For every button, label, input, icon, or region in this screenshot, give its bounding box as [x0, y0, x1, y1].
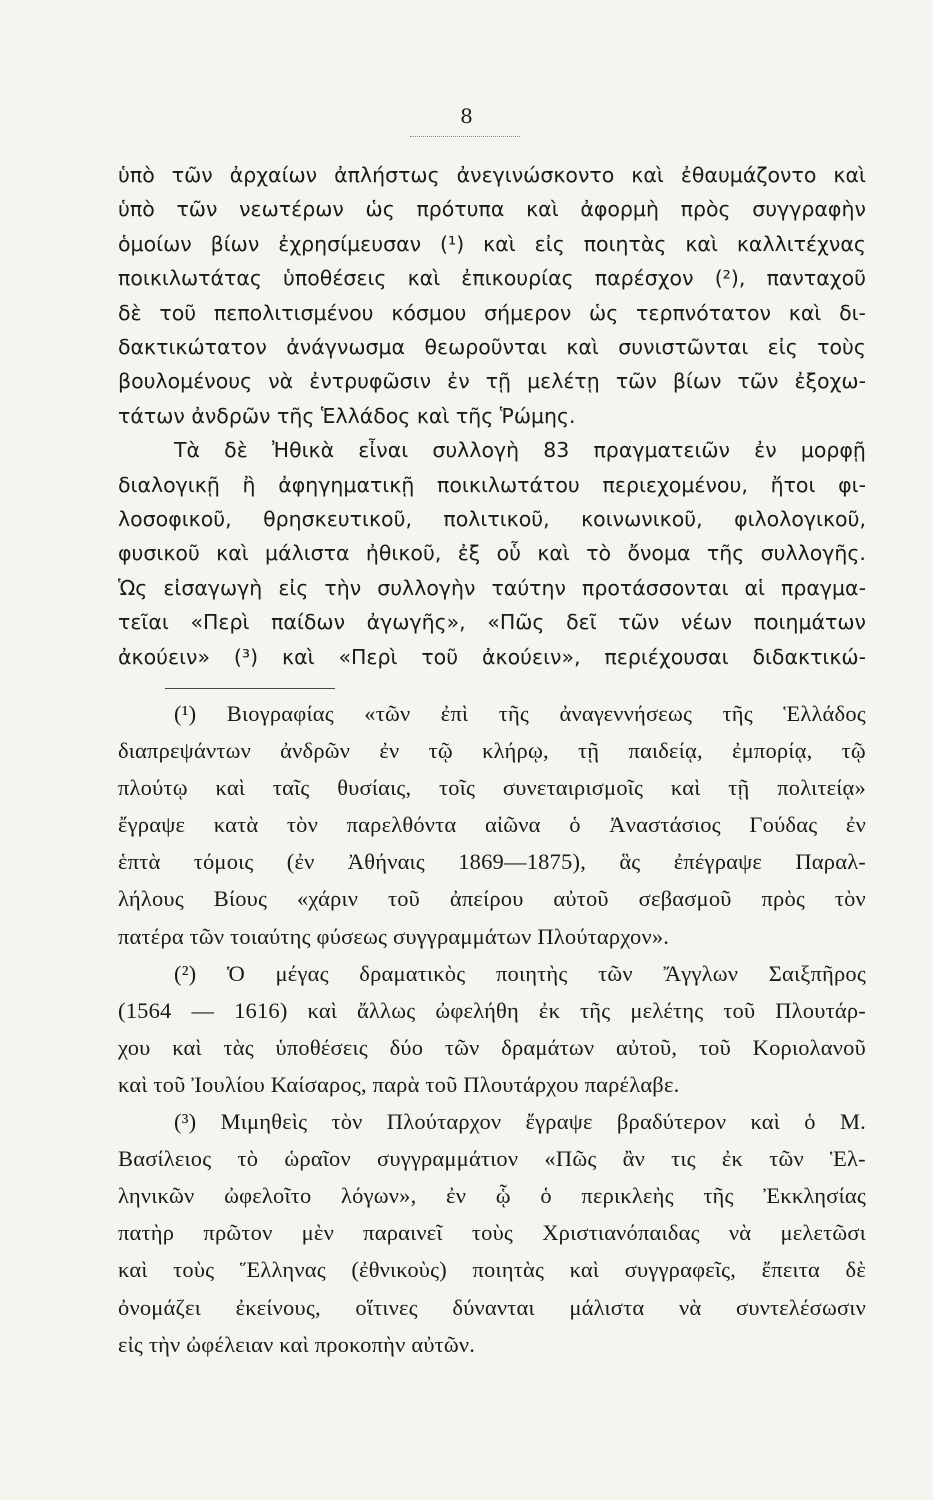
text-line: Ὡς εἰσαγωγὴ εἰς τὴν συλλογὴν ταύτην προτάσσονται αἱ πραγμα- — [118, 575, 866, 600]
footnote-line: (¹) Βιογραφίας «τῶν ἐπὶ τῆς ἀναγεννήσεως τῆς Ἑλλάδος — [174, 701, 866, 726]
header-rule — [410, 136, 520, 137]
text-line: ποικιλωτάτας ὑποθέσεις καὶ ἐπικουρίας παρέσχον (²), πανταχοῦ — [118, 266, 866, 291]
text-line: δὲ τοῦ πεπολιτισμένου κόσμου σήμερον ὡς τερπνότατον καὶ δι- — [118, 300, 866, 325]
footnote-line: ἔγραψε κατὰ τὸν παρελθόντα αἰῶνα ὁ Ἀναστάσιος Γούδας ἐν — [118, 812, 866, 838]
text-line: διαλογικῇ ἢ ἀφηγηματικῇ ποικιλωτάτου περιεχομένου, ἤτοι φι- — [118, 472, 866, 497]
text-line: ὑπὸ τῶν ἀρχαίων ἀπλήστως ἀνεγινώσκοντο καὶ ἐθαυμάζοντο καὶ — [118, 163, 866, 187]
footnotes — [118, 695, 866, 1363]
text-line: τεῖαι «Περὶ παίδων ἀγωγῆς», «Πῶς δεῖ τῶν νέων ποιημάτων — [118, 610, 866, 635]
page-number: 8 — [460, 104, 473, 128]
footnote-line: εἰς τὴν ὠφέλειαν καὶ προκοπὴν αὐτῶν. — [118, 1331, 476, 1357]
text-line: ἀκούειν» (³) καὶ «Περὶ τοῦ ἀκούειν», περιέχουσαι διδακτικώ- — [118, 644, 866, 669]
footnote-line: (²) Ὁ μέγας δραματικὸς ποιητὴς τῶν Ἄγγλων Σαιξπῆρος — [174, 960, 866, 986]
footnote-line: πλούτῳ καὶ ταῖς θυσίαις, τοῖς συνεταιρισμοῖς καὶ τῇ πολιτείᾳ» — [118, 775, 866, 801]
footnote-line: (³) Μιμηθεὶς τὸν Πλούταρχον ἔγραψε βραδύτερον καὶ ὁ Μ. — [174, 1109, 866, 1135]
footnote-line: (1564 — 1616) καὶ ἄλλως ὠφελήθη ἐκ τῆς μελέτης τοῦ Πλουτάρ- — [118, 997, 866, 1023]
footnote-line: λήλους Βίους «χάριν τοῦ ἀπείρου αὐτοῦ σεβασμοῦ πρὸς τὸν — [118, 886, 866, 912]
text-line: λοσοφικοῦ, θρησκευτικοῦ, πολιτικοῦ, κοινωνικοῦ, φιλολογικοῦ, — [118, 507, 866, 532]
text-line: φυσικοῦ καὶ μάλιστα ἠθικοῦ, ἐξ οὗ καὶ τὸ ὄνομα τῆς συλλογῆς. — [118, 541, 866, 566]
main-text — [118, 158, 866, 674]
text-line: τάτων ἀνδρῶν τῆς Ἑλλάδος καὶ τῆς Ῥώμης. — [118, 403, 576, 428]
text-line: Τὰ δὲ Ἠθικὰ εἶναι συλλογὴ 83 πραγματειῶν ἐν μορφῇ — [174, 438, 866, 463]
footnote-line: καὶ τοὺς Ἕλληνας (ἐθνικοὺς) ποιητὰς καὶ συγγραφεῖς, ἔπειτα δὲ — [118, 1257, 866, 1283]
text-line: βουλομένους νὰ ἐντρυφῶσιν ἐν τῇ μελέτῃ τῶν βίων τῶν ἐξοχω- — [118, 369, 866, 394]
footnote-line: καὶ τοῦ Ἰουλίου Καίσαρος, παρὰ τοῦ Πλουτάρχου παρέλαβε. — [118, 1071, 680, 1097]
footnote-line: ἑπτὰ τόμοις (ἐν Ἀθήναις 1869—1875), ἃς ἐπέγραψε Παραλ- — [118, 849, 866, 875]
text-line: ὑπὸ τῶν νεωτέρων ὡς πρότυπα καὶ ἀφορμὴ πρὸς συγγραφὴν — [118, 197, 866, 222]
footnote-line: πατέρα τῶν τοιαύτης φύσεως συγγραμμάτων Πλούταρχον». — [118, 923, 670, 949]
footnote-line: διαπρεψάντων ἀνδρῶν ἐν τῷ κλήρῳ, τῇ παιδείᾳ, ἐμπορίᾳ, τῷ — [118, 738, 866, 764]
footnote-line: πατὴρ πρῶτον μὲν παραινεῖ τοὺς Χριστιανόπαιδας νὰ μελετῶσι — [118, 1220, 866, 1246]
text-line: ὁμοίων βίων ἐχρησίμευσαν (¹) καὶ εἰς ποιητὰς καὶ καλλιτέχνας — [118, 231, 866, 256]
footnote-line: χου καὶ τὰς ὑποθέσεις δύο τῶν δραμάτων αὐτοῦ, τοῦ Κοριολανοῦ — [118, 1034, 866, 1060]
footnote-separator — [165, 688, 335, 689]
footnote-line: Βασίλειος τὸ ὡραῖον συγγραμμάτιον «Πῶς ἂν τις ἐκ τῶν Ἑλ- — [118, 1146, 866, 1172]
footnote-line: ὀνομάζει ἐκείνους, οἵτινες δύνανται μάλιστα νὰ συντελέσωσιν — [118, 1294, 866, 1320]
footnote-line: ληνικῶν ὠφελοῖτο λόγων», ἐν ᾧ ὁ περικλεὴς τῆς Ἐκκλησίας — [118, 1183, 866, 1209]
text-line: δακτικώτατον ἀνάγνωσμα θεωροῦνται καὶ συνιστῶνται εἰς τοὺς — [118, 335, 866, 360]
